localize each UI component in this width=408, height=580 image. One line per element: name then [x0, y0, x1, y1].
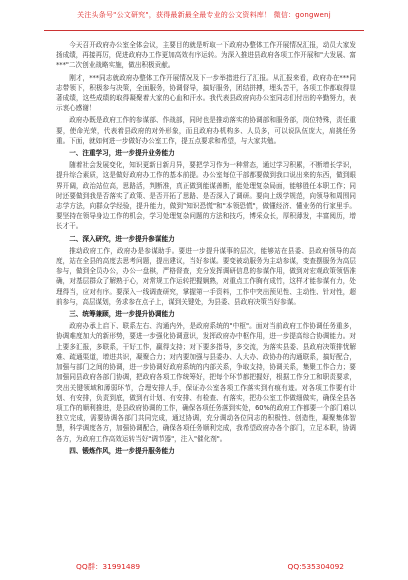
section-heading-1: 一、注重学习，进一步提升业务能力 — [69, 149, 175, 158]
section-heading-3: 三、统筹兼顾，进一步提升协调能力 — [69, 310, 175, 319]
section-1-paragraph: 随着社会发展变化，知识更新日新月异，要把学习作为一种常态，通过学习积累，不断增长学识，提升综合素质，这是做好政府办工作的基本前提。办公室每位干部都要做到我口说出来的东西，做到眼界开阔，政治站位高，思路活，判断准，真正做到能谋善断，能处理复杂局面，能够胜任本职工作；同时还要做到我是否落实了政策、是否开拓了思路、是否深入了调研。要向上级学规范，向领导和周围同志学方法，向群众学经验，提升能力，做到"知识恐慌"和"本领恐慌"，做懂经济、懂业务的行家里手。要坚持在领导身边工作的机会，学习处理复杂问题的方法和技巧，博采众长，厚积薄发，丰富阅历，增长才干。 — [56, 161, 356, 231]
document-body — [56, 40, 356, 555]
footer-qq: QQ:535304092 — [287, 561, 344, 571]
footer-qq-group: QQ群：31991489 — [76, 561, 141, 571]
intro-paragraph-3: 政府办既是政府工作的参谋部、作战部，同时也是推动落实的协调部和服务部，岗位特殊，责任重要，使命光荣，代表着县政府的对外形象，而且政府办机构多、人员多，可以说队伍庞大，肩挑任务重。下面，就如何进一步做好办公室工作，提五点要求和希望，与大家共勉。 — [56, 116, 356, 145]
section-heading-2: 二、深入研究，进一步提升参谋能力 — [69, 234, 175, 243]
intro-paragraph-2: 刚才，***同志就政府办整体工作开展情况及下一步举措进行了汇报。从汇报来看，政府办在***同志带领下，积极参与决策，全面服务，协调督导，搞好服务，团结拼搏，埋头苦干，各项工作都取得显著成绩，这些成绩的取得凝聚着大家的心血和汗水。我代表县政府向办公室同志们付出的辛勤努力，表示衷心感谢！ — [56, 73, 356, 113]
footer-contacts — [70, 559, 350, 573]
section-heading-4: 四、锻炼作风，进一步提升服务能力 — [69, 446, 175, 455]
section-2-paragraph: 推动政府工作，政府办是参谋助手。要进一步提升谋事的层次，能够站在县委、县政府领导的高度，站在全县的高度去思考问题，提出建议，当好参谋。要变被动服务为主动参谋，变查摆服务为高层参与，做到全员办公，办公一盘棋，严格督查，充分发挥调研信息的参谋作用，做到对宏观政策领悟准确，对基层群众了解熟于心，对常规工作运转把握娴熟，对重点工作胸有成竹，这样才能参谋有力，处理得当，应对有序。要深入一线调查研究，掌握第一手资料，工作中突出预见性、主动性、针对性，超前参与，高层谋划，务求参在点子上，谋到关键处，为县委、县政府决策当好参谋。 — [56, 246, 356, 306]
intro-paragraph-1: 今天召开政府办公室全体会议，主要目的就是听取一下政府办整体工作开展情况汇报，动员大家发扬成绩，再接再厉，促进政府办工作更加高效有序运转。为深入推进县政府各项工作开展和"大发展、富***"二次创业战略实施，做出积极贡献。 — [56, 41, 356, 70]
header-banner-text: 关注头条号"公文研究"，获得最新最全最专业的公文资料库！ 微信：gongwenj — [77, 11, 331, 19]
section-3-paragraph: 政府办承上启下、联系左右、沟通内外，是政府系统的"中枢"。面对当前政府工作协调任务重多，协调难度加大的新形势，要进一步强化协调意识，发挥政府办中枢作用，进一步提高综合协调能力。对上要多汇报，多联系，干好工作，赢得支持；对下要多指导，多交流，为落实县委、县政府决策排忧解难、疏通渠道，增进共识，凝聚合力；对内要加强与县委办、人大办、政协办的沟通联系，搞好配合，加强与部门之间的协调，进一步协调好政府系统的内部关系，争取支持，协调关系，集聚工作合力；要加强同县政府各部门协调，把政府各项工作统筹好，把每个环节都把握好，根据工作分工和职责要求，突出关键领域和薄弱环节，合理安排人手，保证办公室各项工作落实到有痕有迹。对各项工作要有计划、有安排，负责到底，做到有计划、有安排、有检查、有落实，把办公室工作做细做实，确保全县各项工作的顺利推进，是县政府协调的工作，确保各项任务落到实处，60%的政府工作都要一个部门难以独立完成，需要协调各部门共同完成，通过协调，充分调动各位同志的积极性、创造性，凝聚集体智慧，科学调度各方，加强协调配合，确保各项任务顺利完成，我希望政府办各个部门，立足本职，协调各方，为政府工作高效运转当好"调节器"，注入"催化剂"。 — [56, 322, 356, 443]
header-banner — [44, 0, 364, 31]
